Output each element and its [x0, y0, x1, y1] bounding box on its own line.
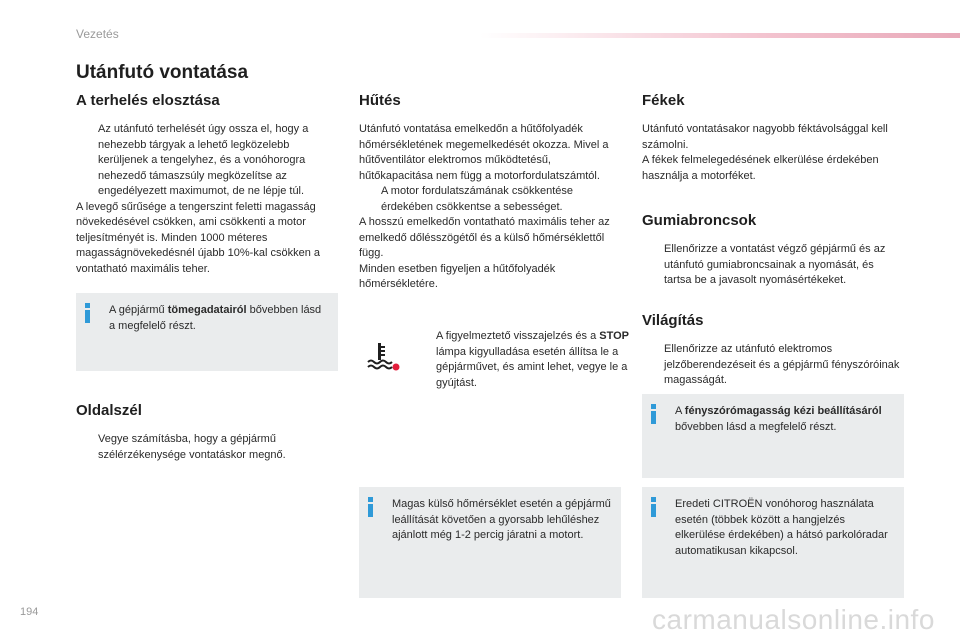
column-brakes — [642, 92, 904, 184]
info-box-headlamp: A fényszórómagasság kézi beállításáról bővebben lásd a megfelelő részt. — [642, 394, 904, 478]
section-lighting — [642, 312, 904, 389]
bullet-lighting: Ellenőrizze az utánfutó elektromos jelzőberendezéseit és a gépjármű fényszóróinak magasságát. — [664, 343, 900, 386]
info-box-towbar: Eredeti CITROËN vonóhorog használata esetén (többek között a hangjelzés elkerülése érdekében) a hátsó parkolóradar automatikusan kikapcsol. — [642, 487, 904, 598]
info-icon — [84, 303, 91, 323]
paragraph-braking-distance: Utánfutó vontatásakor nagyobb féktávolsággal kell számolni. — [642, 123, 888, 151]
info-box-weights: A gépjármű tömegadatairól bővebben lásd a megfelelő részt. — [76, 293, 338, 371]
info-box-high-temp: Magas külső hőmérséklet esetén a gépjármű leállítását követően a gyorsabb lehűléshez ajánlott még 1-2 percig járatni a motort. — [359, 487, 621, 598]
info-icon — [650, 404, 657, 424]
section-header: Vezetés — [76, 27, 119, 41]
header-divider — [480, 33, 960, 38]
heading-tyres: Gumiabroncsok — [642, 212, 757, 229]
bullet-tyre-pressure: Ellenőrizze a vontatást végző gépjármű és az utánfutó gumiabroncsainak a nyomását, és tartsa be a javasolt nyomásértékeket. — [664, 243, 886, 286]
info-icon — [650, 497, 657, 517]
column-load-distribution — [76, 92, 338, 277]
link-weights: tömegadatairól — [167, 304, 247, 316]
heading-crosswind: Oldalszél — [76, 402, 142, 419]
bullet-reduce-speed: A motor fordulatszámának csökkentése érdekében csökkentse a sebességet. — [381, 185, 573, 213]
paragraph-max-load: A hosszú emelkedőn vontatható maximális teher az emelkedő dőlésszögétől és a külső hőmérséklettől függ. — [359, 216, 610, 259]
heading-brakes: Fékek — [642, 92, 685, 109]
paragraph-engine-brake: A fékek felmelegedésének elkerülése érdekében használja a motorféket. — [642, 154, 879, 182]
paragraph-cooling: Utánfutó vontatása emelkedőn a hűtőfolyadék hőmérsékletének megemelkedését okozza. Mivel a hűtőventilátor elektromos működtetésű, hűtőkapacitása nem függ a motorfordulatszámtól. — [359, 123, 609, 182]
coolant-temperature-warning-icon — [366, 340, 402, 372]
page-title: Utánfutó vontatása — [76, 62, 249, 83]
watermark: carmanualsonline.info — [652, 604, 935, 635]
heading-lighting: Világítás — [642, 312, 704, 329]
page-number: 194 — [20, 606, 39, 618]
paragraph-air-density: A levegő sűrűsége a tengerszint feletti magasság növekedésével csökken, ami csökkenti a motor teljesítményét is. Minden 1000 méteres magasságnövekedésnél újabb 10%-kal csökken a vontatható maximális teher. — [76, 200, 320, 275]
heading-load-distribution: A terhelés elosztása — [76, 92, 220, 109]
heading-cooling: Hűtés — [359, 92, 401, 109]
paragraph-watch-temp: Minden esetben figyeljen a hűtőfolyadék hőmérsékletére. — [359, 262, 556, 290]
bullet-crosswind: Vegye számításba, hogy a gépjármű szélérzékenysége vontatáskor megnő. — [98, 433, 286, 461]
info-icon — [367, 497, 374, 517]
link-headlamp-adjustment: fényszórómagasság kézi beállításáról — [684, 405, 882, 417]
bullet-load-distribution: Az utánfutó terhelését úgy ossza el, hogy a nehezebb tárgyak a lehető legközelebb kerüljenek a tengelyhez, és a vonóhorogra nehezedő támaszsúly megközelítse az engedélyezett maximumot, de ne lépje túl. — [98, 123, 309, 197]
column-cooling — [359, 92, 621, 293]
section-crosswind — [76, 402, 338, 463]
bullet-warning-stop: A figyelmeztető visszajelzés és a STOP lámpa kigyulladása esetén állítsa le a gépjárművet, és amint lehet, vegye le a gyújtást. — [436, 330, 630, 389]
section-tyres — [642, 212, 904, 289]
